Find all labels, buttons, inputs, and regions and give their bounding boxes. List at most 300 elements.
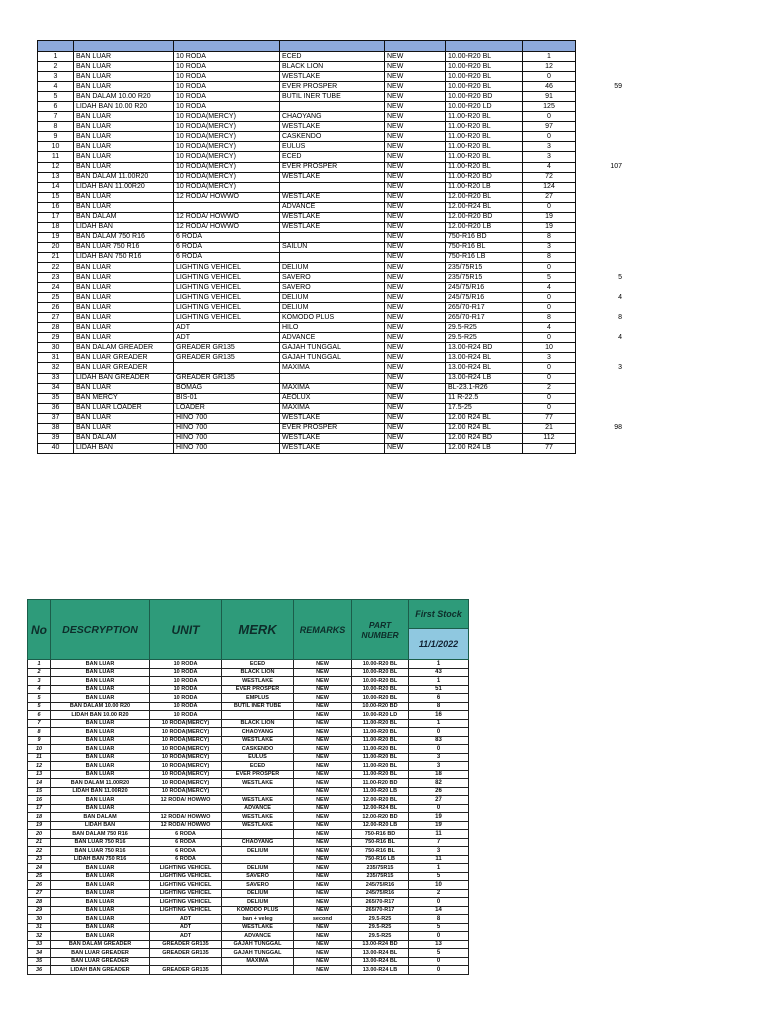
description-cell: LIDAH BAN GREADER xyxy=(51,966,150,975)
description-cell: BAN LUAR xyxy=(74,112,174,122)
side-note-total: 59 xyxy=(614,82,622,90)
row-number-cell: 27 xyxy=(38,313,74,323)
header-unit: UNIT xyxy=(150,600,222,660)
unit-cell: HINO 700 xyxy=(174,423,280,433)
quantity-cell: 10 xyxy=(523,343,576,353)
row-number-cell: 29 xyxy=(28,906,51,915)
unit-cell: 10 RODA xyxy=(150,677,222,686)
part-number-cell: 235/75R15 xyxy=(446,262,523,272)
unit-cell: ADT xyxy=(174,333,280,343)
table-row xyxy=(38,62,576,72)
unit-cell: HINO 700 xyxy=(174,433,280,443)
unit-cell: 10 RODA xyxy=(150,702,222,711)
part-number-cell: 245/75/R16 xyxy=(446,283,523,293)
row-number-cell: 12 xyxy=(38,162,74,172)
table-row xyxy=(38,293,576,303)
quantity-cell: 0 xyxy=(523,132,576,142)
first-stock-cell: 6 xyxy=(409,694,469,703)
part-number-cell: 11.00-R20 BL xyxy=(352,762,409,771)
quantity-cell: 124 xyxy=(523,182,576,192)
merk-cell: WESTLAKE xyxy=(280,433,385,443)
merk-cell xyxy=(280,182,385,192)
table-row xyxy=(28,898,469,907)
first-stock-cell: 26 xyxy=(409,787,469,796)
part-number-cell: 10.00-R20 BL xyxy=(352,685,409,694)
merk-cell: WESTLAKE xyxy=(280,443,385,453)
row-number-cell: 13 xyxy=(28,770,51,779)
description-cell: LIDAH BAN 11.00R20 xyxy=(74,182,174,192)
table-row xyxy=(38,273,576,283)
remarks-cell: NEW xyxy=(385,303,446,313)
quantity-cell: 0 xyxy=(523,112,576,122)
unit-cell: BOMAG xyxy=(174,383,280,393)
merk-cell: CHAOYANG xyxy=(222,838,294,847)
merk-cell xyxy=(280,232,385,242)
table-row xyxy=(38,142,576,152)
header-remarks: REMARKS xyxy=(294,600,352,660)
table-row xyxy=(38,202,576,212)
description-cell: BAN LUAR xyxy=(51,762,150,771)
table-row xyxy=(38,102,576,112)
table-row xyxy=(38,403,576,413)
description-cell: BAN LUAR xyxy=(74,383,174,393)
row-number-cell: 17 xyxy=(28,804,51,813)
stock-table-top xyxy=(37,40,576,454)
row-number-cell: 33 xyxy=(28,940,51,949)
table-row xyxy=(28,838,469,847)
unit-cell: LIGHTING VEHICEL xyxy=(150,881,222,890)
merk-cell: WESTLAKE xyxy=(280,172,385,182)
description-cell: BAN LUAR xyxy=(74,293,174,303)
description-cell: BAN LUAR 750 R16 xyxy=(51,838,150,847)
quantity-cell: 12 xyxy=(523,62,576,72)
merk-cell: ECED xyxy=(222,762,294,771)
unit-cell: 10 RODA xyxy=(174,92,280,102)
merk-cell: DELIUM xyxy=(222,898,294,907)
merk-cell xyxy=(280,102,385,112)
table-row xyxy=(28,855,469,864)
merk-cell: WESTLAKE xyxy=(222,736,294,745)
description-cell: BAN LUAR xyxy=(74,303,174,313)
remarks-cell: NEW xyxy=(294,694,352,703)
row-number-cell: 35 xyxy=(28,957,51,966)
row-number-cell: 21 xyxy=(28,838,51,847)
header-cell xyxy=(74,41,174,52)
merk-cell xyxy=(222,966,294,975)
remarks-cell: NEW xyxy=(385,252,446,262)
header-cell xyxy=(174,41,280,52)
first-stock-cell: 43 xyxy=(409,668,469,677)
merk-cell: EVER PROSPER xyxy=(280,82,385,92)
table-row xyxy=(38,323,576,333)
table-row xyxy=(28,821,469,830)
remarks-cell: NEW xyxy=(385,112,446,122)
stock-table-bottom-body xyxy=(28,660,469,975)
part-number-cell: 750-R16 LB xyxy=(446,252,523,262)
table-row xyxy=(28,889,469,898)
remarks-cell: NEW xyxy=(294,821,352,830)
description-cell: LIDAH BAN xyxy=(74,443,174,453)
row-number-cell: 23 xyxy=(38,273,74,283)
remarks-cell: NEW xyxy=(294,949,352,958)
side-note-total: 5 xyxy=(618,273,622,281)
remarks-cell: NEW xyxy=(294,711,352,720)
description-cell: BAN MERCY xyxy=(74,393,174,403)
row-number-cell: 21 xyxy=(38,252,74,262)
part-number-cell: 13.00-R24 BL xyxy=(352,957,409,966)
description-cell: BAN DALAM GREADER xyxy=(74,343,174,353)
unit-cell: 12 RODA/ HOWWO xyxy=(150,796,222,805)
description-cell: BAN LUAR xyxy=(51,668,150,677)
row-number-cell: 23 xyxy=(28,855,51,864)
unit-cell: 10 RODA(MERCY) xyxy=(150,745,222,754)
row-number-cell: 34 xyxy=(28,949,51,958)
stock-table-top-body xyxy=(38,41,576,454)
table-row xyxy=(28,957,469,966)
unit-cell: LIGHTING VEHICEL xyxy=(174,283,280,293)
quantity-cell: 0 xyxy=(523,293,576,303)
unit-cell: 10 RODA(MERCY) xyxy=(174,152,280,162)
row-number-cell: 24 xyxy=(28,864,51,873)
row-number-cell: 32 xyxy=(28,932,51,941)
quantity-cell: 3 xyxy=(523,353,576,363)
remarks-cell: NEW xyxy=(294,804,352,813)
quantity-cell: 0 xyxy=(523,303,576,313)
description-cell: BAN LUAR xyxy=(74,72,174,82)
merk-cell: BLACK LION xyxy=(222,719,294,728)
first-stock-cell: 3 xyxy=(409,847,469,856)
remarks-cell: NEW xyxy=(294,813,352,822)
unit-cell: 10 RODA(MERCY) xyxy=(174,182,280,192)
merk-cell xyxy=(280,252,385,262)
merk-cell: DELIUM xyxy=(280,303,385,313)
part-number-cell: 12.00 R24 BL xyxy=(446,413,523,423)
merk-cell: MAXIMA xyxy=(280,403,385,413)
part-number-cell: 12.00-R24 BL xyxy=(446,202,523,212)
quantity-cell: 8 xyxy=(523,232,576,242)
row-number-cell: 1 xyxy=(38,52,74,62)
description-cell: BAN LUAR xyxy=(51,932,150,941)
unit-cell: 6 RODA xyxy=(150,855,222,864)
row-number-cell: 6 xyxy=(38,102,74,112)
remarks-cell: NEW xyxy=(385,323,446,333)
description-cell: BAN LUAR xyxy=(74,323,174,333)
unit-cell: GREADER GR135 xyxy=(150,949,222,958)
part-number-cell: 11.00-R20 BL xyxy=(446,132,523,142)
header-merk: MERK xyxy=(222,600,294,660)
unit-cell: LIGHTING VEHICEL xyxy=(174,303,280,313)
unit-cell: ADT xyxy=(150,923,222,932)
first-stock-cell: 27 xyxy=(409,796,469,805)
part-number-cell: 10.00-R20 BL xyxy=(352,677,409,686)
unit-cell: LIGHTING VEHICEL xyxy=(174,262,280,272)
merk-cell: ADVANCE xyxy=(280,333,385,343)
merk-cell: DELIUM xyxy=(280,293,385,303)
table-row xyxy=(28,787,469,796)
merk-cell: BLACK LION xyxy=(222,668,294,677)
side-note-total: 8 xyxy=(618,313,622,321)
part-number-cell: 10.00-R20 BD xyxy=(446,92,523,102)
merk-cell: EVER PROSPER xyxy=(222,685,294,694)
merk-cell: DELIUM xyxy=(280,262,385,272)
description-cell: BAN DALAM 11.00R20 xyxy=(74,172,174,182)
unit-cell xyxy=(150,804,222,813)
part-number-cell: 10.00-R20 LD xyxy=(446,102,523,112)
unit-cell: GREADER GR135 xyxy=(174,353,280,363)
merk-cell: ECED xyxy=(280,52,385,62)
remarks-cell: NEW xyxy=(294,847,352,856)
part-number-cell: 245/75/R16 xyxy=(352,881,409,890)
remarks-cell: NEW xyxy=(385,152,446,162)
remarks-cell: NEW xyxy=(385,383,446,393)
remarks-cell: NEW xyxy=(385,423,446,433)
part-number-cell: 11.00-R20 BL xyxy=(352,753,409,762)
row-number-cell: 7 xyxy=(38,112,74,122)
quantity-cell: 72 xyxy=(523,172,576,182)
table-row xyxy=(38,82,576,92)
part-number-cell: 11.00-R20 BL xyxy=(352,736,409,745)
unit-cell: 10 RODA xyxy=(174,72,280,82)
row-number-cell: 6 xyxy=(28,711,51,720)
remarks-cell: NEW xyxy=(385,52,446,62)
unit-cell: 10 RODA(MERCY) xyxy=(150,770,222,779)
part-number-cell: 10.00-R20 LD xyxy=(352,711,409,720)
quantity-cell: 4 xyxy=(523,323,576,333)
part-number-cell: 13.00-R24 LB xyxy=(446,373,523,383)
remarks-cell: second xyxy=(294,915,352,924)
table-row xyxy=(38,252,576,262)
header-part-number: PART NUMBER xyxy=(352,600,409,660)
merk-cell: WESTLAKE xyxy=(280,212,385,222)
merk-cell: SAVERO xyxy=(280,283,385,293)
first-stock-cell: 18 xyxy=(409,770,469,779)
row-number-cell: 9 xyxy=(38,132,74,142)
remarks-cell: NEW xyxy=(385,313,446,323)
row-number-cell: 5 xyxy=(28,702,51,711)
unit-cell: LIGHTING VEHICEL xyxy=(150,906,222,915)
table-row xyxy=(38,112,576,122)
first-stock-cell: 11 xyxy=(409,830,469,839)
merk-cell: EVER PROSPER xyxy=(222,770,294,779)
row-number-cell: 26 xyxy=(28,881,51,890)
remarks-cell: NEW xyxy=(385,92,446,102)
table-row xyxy=(38,353,576,363)
remarks-cell: NEW xyxy=(385,222,446,232)
part-number-cell: 29.5-R25 xyxy=(352,915,409,924)
part-number-cell: 29.5-R25 xyxy=(352,923,409,932)
quantity-cell: 3 xyxy=(523,152,576,162)
remarks-cell: NEW xyxy=(385,373,446,383)
merk-cell: BUTIL INER TUBE xyxy=(222,702,294,711)
table-row xyxy=(28,796,469,805)
table-row xyxy=(38,433,576,443)
merk-cell: GAJAH TUNGGAL xyxy=(222,949,294,958)
merk-cell: WESTLAKE xyxy=(222,821,294,830)
remarks-cell: NEW xyxy=(294,932,352,941)
description-cell: BAN LUAR xyxy=(51,898,150,907)
unit-cell: 10 RODA xyxy=(150,668,222,677)
table-row xyxy=(38,443,576,453)
part-number-cell: 750-R16 BL xyxy=(446,242,523,252)
table-row xyxy=(28,966,469,975)
table-row xyxy=(28,915,469,924)
first-stock-cell: 82 xyxy=(409,779,469,788)
remarks-cell: NEW xyxy=(294,889,352,898)
unit-cell: 10 RODA(MERCY) xyxy=(150,736,222,745)
part-number-cell: 12.00 R24 BD xyxy=(446,433,523,443)
unit-cell: ADT xyxy=(174,323,280,333)
table-row xyxy=(38,92,576,102)
row-number-cell: 10 xyxy=(38,142,74,152)
unit-cell: 10 RODA xyxy=(150,694,222,703)
merk-cell: DELIUM xyxy=(222,847,294,856)
quantity-cell: 0 xyxy=(523,363,576,373)
table-row xyxy=(28,872,469,881)
remarks-cell: NEW xyxy=(385,273,446,283)
part-number-cell: 12.00 R24 BL xyxy=(446,423,523,433)
part-number-cell: 17.5-25 xyxy=(446,403,523,413)
part-number-cell: 29.5-R25 xyxy=(446,323,523,333)
merk-cell: EMPLUS xyxy=(222,694,294,703)
merk-cell: CHAOYANG xyxy=(222,728,294,737)
table-row xyxy=(28,762,469,771)
quantity-cell: 3 xyxy=(523,142,576,152)
first-stock-cell: 5 xyxy=(409,872,469,881)
table-row xyxy=(28,728,469,737)
row-number-cell: 8 xyxy=(38,122,74,132)
table-row xyxy=(38,212,576,222)
remarks-cell: NEW xyxy=(385,343,446,353)
description-cell: LIDAH BAN 11.00R20 xyxy=(51,787,150,796)
row-number-cell: 2 xyxy=(38,62,74,72)
merk-cell: HILO xyxy=(280,323,385,333)
first-stock-cell: 14 xyxy=(409,906,469,915)
remarks-cell: NEW xyxy=(294,719,352,728)
description-cell: LIDAH BAN 750 R16 xyxy=(74,252,174,262)
unit-cell: BIS-01 xyxy=(174,393,280,403)
row-number-cell: 17 xyxy=(38,212,74,222)
description-cell: BAN LUAR xyxy=(74,413,174,423)
row-number-cell: 4 xyxy=(38,82,74,92)
description-cell: LIDAH BAN 10.00 R20 xyxy=(74,102,174,112)
remarks-cell: NEW xyxy=(294,830,352,839)
part-number-cell: 11.00-R20 BD xyxy=(352,779,409,788)
merk-cell: ADVANCE xyxy=(280,202,385,212)
quantity-cell: 46 xyxy=(523,82,576,92)
quantity-cell: 0 xyxy=(523,403,576,413)
unit-cell: 10 RODA xyxy=(150,660,222,669)
unit-cell: 6 RODA xyxy=(150,830,222,839)
unit-cell: 10 RODA(MERCY) xyxy=(150,753,222,762)
merk-cell: GAJAH TUNGGAL xyxy=(280,353,385,363)
part-number-cell: 12.00-R20 BL xyxy=(352,796,409,805)
remarks-cell: NEW xyxy=(385,443,446,453)
description-cell: BAN LUAR xyxy=(51,881,150,890)
table-row xyxy=(38,423,576,433)
merk-cell: ECED xyxy=(280,152,385,162)
table-row xyxy=(38,72,576,82)
table-row xyxy=(38,283,576,293)
row-number-cell: 30 xyxy=(28,915,51,924)
remarks-cell: NEW xyxy=(294,685,352,694)
part-number-cell: 235/75R15 xyxy=(446,273,523,283)
row-number-cell: 25 xyxy=(28,872,51,881)
row-number-cell: 1 xyxy=(28,660,51,669)
unit-cell: 10 RODA(MERCY) xyxy=(174,132,280,142)
description-cell: BAN LUAR xyxy=(51,719,150,728)
row-number-cell: 31 xyxy=(38,353,74,363)
unit-cell: 6 RODA xyxy=(174,232,280,242)
remarks-cell: NEW xyxy=(385,82,446,92)
remarks-cell: NEW xyxy=(385,202,446,212)
part-number-cell: 10.00-R20 BL xyxy=(352,694,409,703)
unit-cell: 10 RODA xyxy=(174,102,280,112)
row-number-cell: 19 xyxy=(38,232,74,242)
description-cell: LIDAH BAN 750 R16 xyxy=(51,855,150,864)
row-number-cell: 11 xyxy=(38,152,74,162)
stock-table-bottom xyxy=(27,599,469,975)
table-row xyxy=(38,52,576,62)
table-row xyxy=(38,262,576,272)
table-row xyxy=(28,711,469,720)
table-row xyxy=(38,132,576,142)
quantity-cell: 0 xyxy=(523,333,576,343)
quantity-cell: 77 xyxy=(523,443,576,453)
unit-cell: 10 RODA(MERCY) xyxy=(150,762,222,771)
part-number-cell: 750-R16 BL xyxy=(352,838,409,847)
merk-cell: GAJAH TUNGGAL xyxy=(222,940,294,949)
part-number-cell: 265/70-R17 xyxy=(446,313,523,323)
unit-cell: HINO 700 xyxy=(174,413,280,423)
part-number-cell: 245/75/R16 xyxy=(352,889,409,898)
merk-cell: SAILUN xyxy=(280,242,385,252)
merk-cell: WESTLAKE xyxy=(280,222,385,232)
unit-cell: 12 RODA/ HOWWO xyxy=(174,192,280,202)
part-number-cell: 750-R16 LB xyxy=(352,855,409,864)
remarks-cell: NEW xyxy=(294,906,352,915)
first-stock-cell: 0 xyxy=(409,898,469,907)
row-number-cell: 38 xyxy=(38,423,74,433)
remarks-cell: NEW xyxy=(385,433,446,443)
description-cell: BAN LUAR GREADER xyxy=(74,353,174,363)
table-row xyxy=(28,694,469,703)
unit-cell: 10 RODA(MERCY) xyxy=(174,172,280,182)
merk-cell: KOMODO PLUS xyxy=(222,906,294,915)
remarks-cell: NEW xyxy=(385,293,446,303)
remarks-cell: NEW xyxy=(385,132,446,142)
part-number-cell: 10.00-R20 BL xyxy=(446,82,523,92)
part-number-cell: 12.00-R20 LB xyxy=(446,222,523,232)
unit-cell: 10 RODA(MERCY) xyxy=(174,112,280,122)
remarks-cell: NEW xyxy=(385,212,446,222)
row-number-cell: 28 xyxy=(38,323,74,333)
table-row xyxy=(38,303,576,313)
table-row xyxy=(28,923,469,932)
unit-cell: GREADER GR135 xyxy=(174,373,280,383)
header-row xyxy=(38,41,576,52)
unit-cell: LIGHTING VEHICEL xyxy=(150,898,222,907)
unit-cell: 10 RODA(MERCY) xyxy=(174,142,280,152)
quantity-cell: 8 xyxy=(523,252,576,262)
description-cell: BAN LUAR xyxy=(74,122,174,132)
unit-cell xyxy=(150,957,222,966)
quantity-cell: 8 xyxy=(523,313,576,323)
remarks-cell: NEW xyxy=(294,677,352,686)
first-stock-cell: 0 xyxy=(409,745,469,754)
quantity-cell: 21 xyxy=(523,423,576,433)
merk-cell: ECED xyxy=(222,660,294,669)
header-cell xyxy=(280,41,385,52)
